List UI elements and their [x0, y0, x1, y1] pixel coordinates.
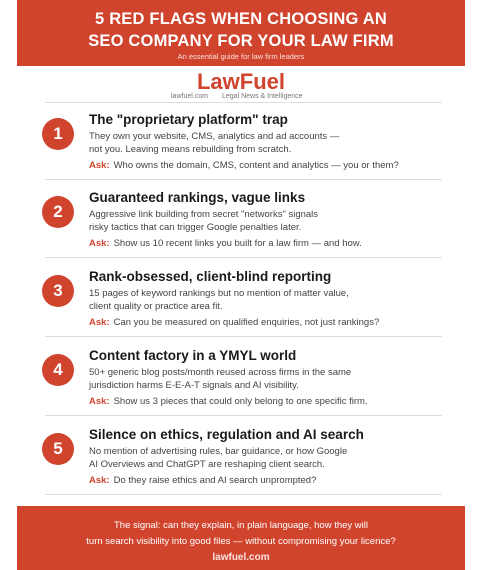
divider [45, 179, 442, 180]
divider [45, 336, 442, 337]
flag-description-line: jurisdiction harms E-E-A-T signals and AI visibility. [89, 380, 299, 391]
red-flag-item [17, 181, 465, 257]
page-title-line-2: SEO COMPANY FOR YOUR LAW FIRM [88, 32, 394, 50]
flag-ask [89, 317, 379, 329]
page-title-line-1: 5 RED FLAGS WHEN CHOOSING AN [95, 10, 387, 28]
flag-title: The "proprietary platform" trap [89, 112, 288, 127]
ask-question: Show us 10 recent links you built for a law firm — and how. [113, 238, 362, 249]
number-badge: 3 [42, 275, 74, 307]
ask-label: Ask: [89, 317, 110, 328]
flag-description-line: Aggressive link building from secret "networks" signals [89, 209, 319, 220]
flag-description-line: No mention of advertising rules, bar guidance, or how Google [89, 446, 348, 457]
divider [45, 415, 442, 416]
number-badge: 1 [42, 118, 74, 150]
number-badge: 4 [42, 354, 74, 386]
flag-description [89, 208, 439, 234]
flag-description-line: 50+ generic blog posts/month reused across firms in the same [89, 367, 352, 378]
ask-label: Ask: [89, 396, 110, 407]
brand-block [17, 69, 465, 101]
brand-tagline: Legal News & Intelligence [222, 93, 303, 100]
flag-title: Rank-obsessed, client-blind reporting [89, 269, 332, 284]
header-banner [17, 0, 465, 66]
footer-banner [17, 506, 465, 570]
lawfuel-logo: LawFuel [196, 69, 285, 94]
red-flag-item [17, 339, 465, 415]
flag-description-line: AI Overviews and ChatGPT are reshaping client search. [89, 459, 325, 470]
flag-ask [89, 238, 362, 250]
flag-ask [89, 475, 316, 487]
ask-label: Ask: [89, 238, 110, 249]
divider [45, 494, 442, 495]
page-subtitle: An essential guide for law firm leaders [177, 52, 305, 61]
flag-ask [89, 160, 399, 172]
flag-description [89, 287, 439, 313]
flag-description-line: risky tactics that can trigger Google penalties later. [89, 222, 302, 233]
ask-label: Ask: [89, 160, 110, 171]
red-flag-item [17, 260, 465, 336]
footer-signal-line-1: The signal: can they explain, in plain language, how they will [113, 520, 369, 531]
flag-description-line: 15 pages of keyword rankings but no mention of matter value, [89, 288, 349, 299]
ask-question: Do they raise ethics and AI search unprompted? [113, 475, 317, 486]
footer-signal-line-2: turn search visibility into good files — without compromising your licence? [86, 536, 396, 547]
flag-description [89, 366, 439, 392]
divider [45, 257, 442, 258]
ask-question: Can you be measured on qualified enquiries, not just rankings? [113, 317, 380, 328]
infographic [17, 0, 465, 570]
flag-ask [89, 396, 368, 408]
flag-description-line: not you. Leaving means rebuilding from scratch. [89, 144, 292, 155]
number-badge: 2 [42, 196, 74, 228]
flag-title: Content factory in a YMYL world [89, 348, 297, 363]
ask-question: Who owns the domain, CMS, content and analytics — you or them? [113, 160, 399, 171]
flag-title: Silence on ethics, regulation and AI search [89, 427, 364, 442]
footer-brand-url: lawfuel.com [212, 552, 270, 563]
flag-title: Guaranteed rankings, vague links [89, 190, 306, 205]
brand-url: lawfuel.com [171, 93, 208, 100]
flag-description [89, 445, 439, 471]
ask-question: Show us 3 pieces that could only belong to one specific firm. [113, 396, 368, 407]
flag-description [89, 130, 439, 156]
number-badge: 5 [42, 433, 74, 465]
flag-description-line: client quality or practice area fit. [89, 301, 223, 312]
flag-description-line: They own your website, CMS, analytics and ad accounts — [89, 131, 340, 142]
red-flag-item [17, 103, 465, 179]
red-flag-item [17, 418, 465, 494]
ask-label: Ask: [89, 475, 110, 486]
